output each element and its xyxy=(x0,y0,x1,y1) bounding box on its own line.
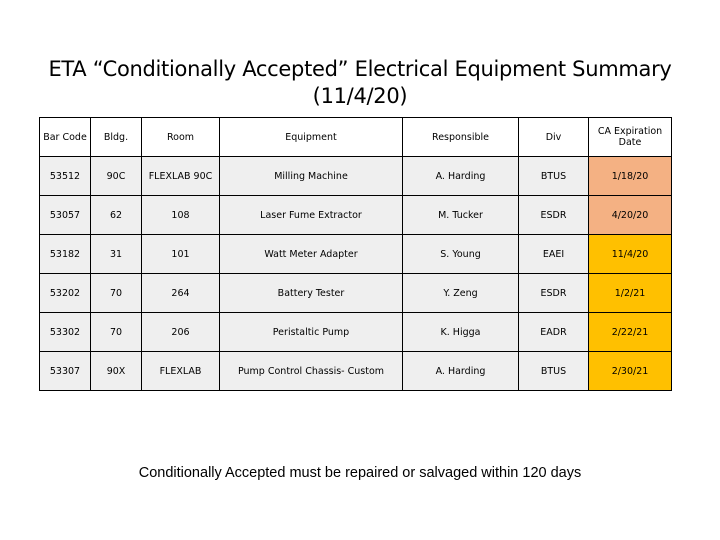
cell-equipment: Peristaltic Pump xyxy=(220,313,403,352)
header-bldg: Bldg. xyxy=(91,118,142,157)
cell-bar-code: 53512 xyxy=(40,157,91,196)
cell-bldg: 70 xyxy=(91,313,142,352)
cell-bldg: 62 xyxy=(91,196,142,235)
cell-ca-expiration: 11/4/20 xyxy=(589,235,672,274)
cell-room: 206 xyxy=(142,313,220,352)
header-equipment: Equipment xyxy=(220,118,403,157)
cell-responsible: A. Harding xyxy=(403,352,519,391)
cell-bldg: 31 xyxy=(91,235,142,274)
table-header-row xyxy=(40,118,672,157)
table-row xyxy=(40,235,672,274)
cell-bldg: 90C xyxy=(91,157,142,196)
page-title xyxy=(0,56,720,110)
cell-div: ESDR xyxy=(519,196,589,235)
cell-responsible: A. Harding xyxy=(403,157,519,196)
cell-responsible: K. Higga xyxy=(403,313,519,352)
cell-div: ESDR xyxy=(519,274,589,313)
cell-equipment: Battery Tester xyxy=(220,274,403,313)
header-ca-expiration: CA Expiration Date xyxy=(589,118,672,157)
cell-bar-code: 53057 xyxy=(40,196,91,235)
cell-bar-code: 53307 xyxy=(40,352,91,391)
cell-ca-expiration: 1/18/20 xyxy=(589,157,672,196)
cell-room: FLEXLAB xyxy=(142,352,220,391)
cell-div: BTUS xyxy=(519,157,589,196)
table-row xyxy=(40,157,672,196)
cell-room: 264 xyxy=(142,274,220,313)
cell-ca-expiration: 1/2/21 xyxy=(589,274,672,313)
table-row xyxy=(40,196,672,235)
cell-bar-code: 53182 xyxy=(40,235,91,274)
title-line-1: ETA “Conditionally Accepted” Electrical Equipment Summary xyxy=(48,57,672,81)
header-div: Div xyxy=(519,118,589,157)
table-row xyxy=(40,352,672,391)
cell-room: 108 xyxy=(142,196,220,235)
cell-div: BTUS xyxy=(519,352,589,391)
table-row xyxy=(40,274,672,313)
cell-responsible: Y. Zeng xyxy=(403,274,519,313)
cell-equipment: Milling Machine xyxy=(220,157,403,196)
header-responsible: Responsible xyxy=(403,118,519,157)
cell-responsible: S. Young xyxy=(403,235,519,274)
cell-equipment: Laser Fume Extractor xyxy=(220,196,403,235)
cell-equipment: Watt Meter Adapter xyxy=(220,235,403,274)
cell-ca-expiration: 4/20/20 xyxy=(589,196,672,235)
table-row xyxy=(40,313,672,352)
cell-bar-code: 53302 xyxy=(40,313,91,352)
header-room: Room xyxy=(142,118,220,157)
cell-ca-expiration: 2/22/21 xyxy=(589,313,672,352)
title-line-2: (11/4/20) xyxy=(312,84,408,108)
cell-bar-code: 53202 xyxy=(40,274,91,313)
header-bar-code: Bar Code xyxy=(40,118,91,157)
cell-bldg: 70 xyxy=(91,274,142,313)
cell-room: FLEXLAB 90C xyxy=(142,157,220,196)
cell-room: 101 xyxy=(142,235,220,274)
equipment-table xyxy=(39,117,672,391)
cell-ca-expiration: 2/30/21 xyxy=(589,352,672,391)
cell-div: EAEI xyxy=(519,235,589,274)
cell-bldg: 90X xyxy=(91,352,142,391)
footer-note: Conditionally Accepted must be repaired or salvaged within 120 days xyxy=(138,465,582,481)
cell-responsible: M. Tucker xyxy=(403,196,519,235)
cell-div: EADR xyxy=(519,313,589,352)
cell-equipment: Pump Control Chassis- Custom xyxy=(220,352,403,391)
